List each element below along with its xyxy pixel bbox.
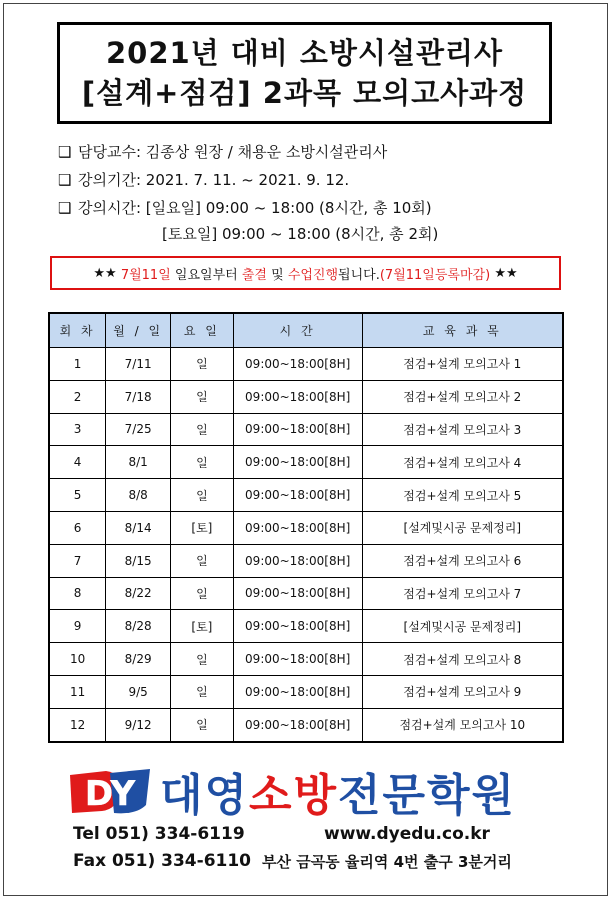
info-time-saturday	[162, 223, 438, 245]
info-time-sunday	[58, 197, 432, 219]
cell-time: 09:00~18:00[8H]	[233, 643, 362, 676]
cell-subject: 점검+설계 모의고사 9	[362, 675, 563, 708]
cell-subject: 점검+설계 모의고사 2	[362, 380, 563, 413]
cell-day: 일	[171, 348, 234, 381]
cell-subject: 점검+설계 모의고사 8	[362, 643, 563, 676]
notice-text-3: 됩니다.	[338, 267, 380, 283]
academy-name-part4: 학원	[427, 770, 517, 821]
table-header-row	[49, 313, 563, 348]
header-time: 시 간	[233, 313, 362, 348]
notice-date: 7월11일	[120, 267, 171, 283]
cell-date: 9/12	[106, 708, 171, 741]
cell-subject: 점검+설계 모의고사 10	[362, 708, 563, 741]
table-row	[49, 479, 563, 512]
cell-session: 1	[49, 348, 106, 381]
cell-day: 일	[171, 413, 234, 446]
table-row	[49, 380, 563, 413]
cell-subject: [설계및시공 문제정리]	[362, 610, 563, 643]
cell-session: 11	[49, 675, 106, 708]
academy-logo	[66, 760, 516, 822]
cell-date: 8/22	[106, 577, 171, 610]
cell-session: 2	[49, 380, 106, 413]
cell-date: 8/8	[106, 479, 171, 512]
notice-deadline: (7월11일등록마감)	[379, 267, 491, 283]
cell-subject: 점검+설계 모의고사 4	[362, 446, 563, 479]
cell-day: 일	[171, 479, 234, 512]
cell-time: 09:00~18:00[8H]	[233, 479, 362, 512]
cell-day: 일	[171, 708, 234, 741]
table-row	[49, 413, 563, 446]
academy-name-part3: 전문	[338, 770, 428, 821]
cell-subject: 점검+설계 모의고사 3	[362, 413, 563, 446]
cell-date: 7/11	[106, 348, 171, 381]
table-row	[49, 643, 563, 676]
cell-time: 09:00~18:00[8H]	[233, 577, 362, 610]
title-line-1: 2021년 대비 소방시설관리사	[105, 36, 504, 70]
notice-stars-left: ★★	[93, 265, 117, 281]
cell-day: 일	[171, 380, 234, 413]
cell-time: 09:00~18:00[8H]	[233, 511, 362, 544]
table-row	[49, 610, 563, 643]
title-line-2: [설계+점검] 2과목 모의고사과정	[81, 76, 528, 110]
cell-date: 9/5	[106, 675, 171, 708]
notice-stars-right: ★★	[494, 265, 518, 281]
cell-session: 12	[49, 708, 106, 741]
cell-date: 8/29	[106, 643, 171, 676]
notice-text-2: 및	[271, 267, 284, 283]
notice-proceed: 수업진행	[287, 267, 339, 283]
cell-time: 09:00~18:00[8H]	[233, 544, 362, 577]
schedule-table	[48, 312, 564, 743]
table-row	[49, 544, 563, 577]
academy-name-part2: 소방	[249, 770, 339, 821]
checkbox-bullet-icon: ❑	[58, 143, 72, 161]
cell-session: 3	[49, 413, 106, 446]
cell-date: 8/14	[106, 511, 171, 544]
title-box	[57, 22, 552, 124]
cell-session: 10	[49, 643, 106, 676]
cell-session: 5	[49, 479, 106, 512]
notice-text-1: 일요일부터	[174, 267, 238, 283]
checkbox-bullet-icon: ❑	[58, 171, 72, 189]
cell-day: 일	[171, 446, 234, 479]
info-period	[58, 169, 349, 191]
cell-day: 일	[171, 675, 234, 708]
cell-session: 6	[49, 511, 106, 544]
cell-session: 9	[49, 610, 106, 643]
cell-subject: [설계및시공 문제정리]	[362, 511, 563, 544]
cell-date: 8/1	[106, 446, 171, 479]
cell-subject: 점검+설계 모의고사 6	[362, 544, 563, 577]
table-row	[49, 511, 563, 544]
cell-time: 09:00~18:00[8H]	[233, 348, 362, 381]
cell-time: 09:00~18:00[8H]	[233, 380, 362, 413]
header-date: 월 / 일	[106, 313, 171, 348]
table-row	[49, 577, 563, 610]
cell-time: 09:00~18:00[8H]	[233, 446, 362, 479]
contact-fax: Fax 051) 334-6110	[73, 851, 252, 871]
time-saturday-text: [토요일] 09:00 ~ 18:00 (8시간, 총 2회)	[162, 225, 439, 243]
cell-session: 8	[49, 577, 106, 610]
cell-time: 09:00~18:00[8H]	[233, 708, 362, 741]
table-row	[49, 708, 563, 741]
cell-day: [토]	[171, 610, 234, 643]
info-professor	[58, 141, 387, 163]
table-row	[49, 348, 563, 381]
cell-subject: 점검+설계 모의고사 5	[362, 479, 563, 512]
cell-session: 7	[49, 544, 106, 577]
contact-website[interactable]: www.dyedu.co.kr	[324, 824, 490, 844]
cell-day: 일	[171, 577, 234, 610]
cell-subject: 점검+설계 모의고사 7	[362, 577, 563, 610]
header-session: 회 차	[49, 313, 106, 348]
contact-address: 부산 금곡동 율리역 4번 출구 3분거리	[262, 853, 512, 871]
cell-time: 09:00~18:00[8H]	[233, 610, 362, 643]
contact-tel: Tel 051) 334-6119	[73, 824, 245, 844]
notice-banner	[50, 256, 561, 290]
cell-date: 8/28	[106, 610, 171, 643]
cell-day: 일	[171, 643, 234, 676]
cell-time: 09:00~18:00[8H]	[233, 413, 362, 446]
professor-text: 담당교수: 김종상 원장 / 채용운 소방시설관리사	[78, 143, 388, 161]
cell-subject: 점검+설계 모의고사 1	[362, 348, 563, 381]
header-subject: 교 육 과 목	[362, 313, 563, 348]
header-day: 요 일	[171, 313, 234, 348]
logo-badge-text: DY	[84, 774, 136, 814]
academy-name-part1: 대영	[160, 770, 250, 821]
notice-attend: 출결	[241, 267, 267, 283]
cell-session: 4	[49, 446, 106, 479]
cell-time: 09:00~18:00[8H]	[233, 675, 362, 708]
cell-day: [토]	[171, 511, 234, 544]
academy-name	[160, 759, 516, 823]
table-row	[49, 446, 563, 479]
time-sunday-text: 강의시간: [일요일] 09:00 ~ 18:00 (8시간, 총 10회)	[78, 199, 432, 217]
cell-date: 7/25	[106, 413, 171, 446]
cell-day: 일	[171, 544, 234, 577]
checkbox-bullet-icon: ❑	[58, 199, 72, 217]
cell-date: 7/18	[106, 380, 171, 413]
period-text: 강의기간: 2021. 7. 11. ~ 2021. 9. 12.	[78, 171, 350, 189]
table-row	[49, 675, 563, 708]
dy-logo-icon	[66, 765, 154, 817]
cell-date: 8/15	[106, 544, 171, 577]
